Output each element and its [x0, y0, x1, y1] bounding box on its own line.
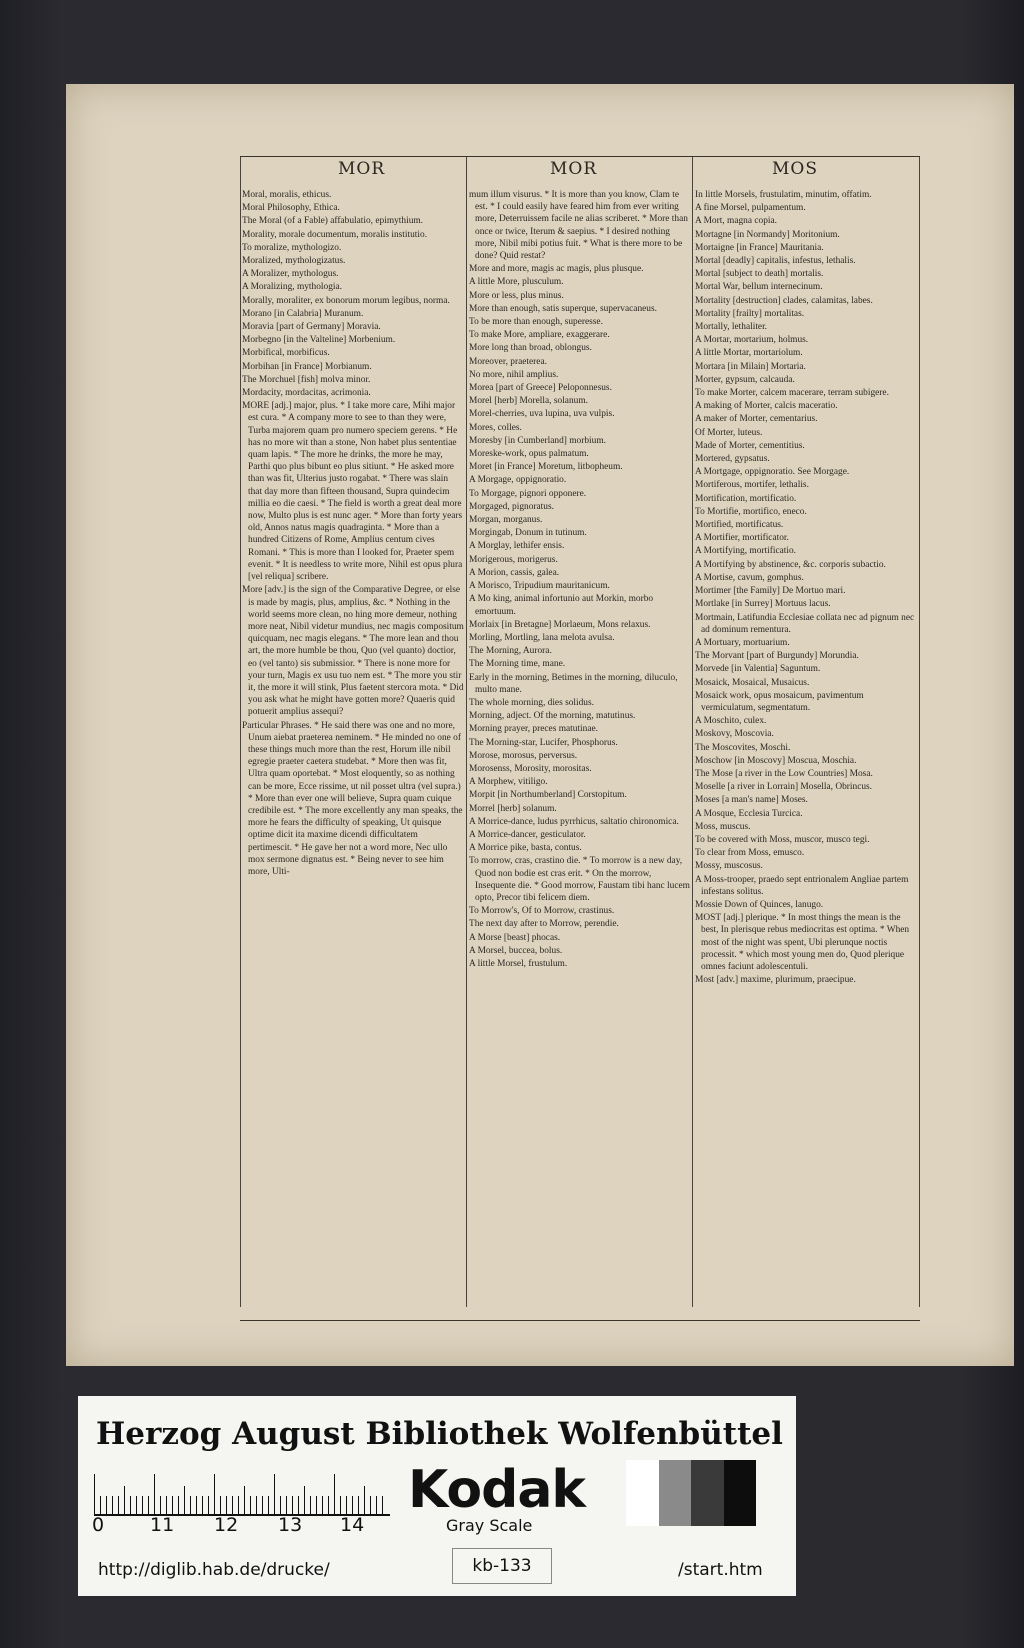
dictionary-entry: Mortality [frailty] mortalitas. [695, 308, 805, 319]
ruler-tick [178, 1496, 179, 1514]
dictionary-entry: A Morse [beast] phocas. [469, 932, 561, 943]
dictionary-entry: Mortally, lethaliter. [695, 322, 768, 333]
dictionary-entry: Mortimer [the Family] De Mortuo mari. [695, 586, 846, 597]
dictionary-entry: Mortara [in Milain] Mortaria. [695, 361, 806, 372]
dictionary-entry: Moret [in France] Moretum, litbopheum. [469, 462, 623, 473]
ruler-tick [190, 1496, 191, 1514]
ruler-tick [202, 1496, 203, 1514]
gray-patch-mid [659, 1460, 692, 1526]
column-rule [240, 157, 241, 1307]
dictionary-entry: Mores, colles. [469, 422, 522, 433]
ruler-tick [358, 1496, 359, 1514]
dictionary-entry: Of Morter, luteus. [695, 427, 763, 438]
dictionary-entry: Morality, morale documentum, moralis institutio. [242, 229, 428, 240]
dictionary-entry: Morgingab, Donum in tutinum. [469, 528, 587, 539]
dictionary-entry: Morning, adject. Of the morning, matutinus. [469, 711, 636, 722]
dictionary-entry: A little More, plusculum. [469, 277, 564, 288]
running-head-center: MOR [550, 159, 598, 179]
dictionary-entry: Morbifical, morbificus. [242, 348, 330, 359]
ruler-tick [196, 1496, 197, 1514]
dictionary-entry: Mosaick, Mosaical, Musaicus. [695, 677, 810, 688]
dictionary-entry: To make More, ampliare, exaggerare. [469, 330, 610, 341]
dictionary-entry: Particular Phrases. * He said there was one and no more, Unum aiebat praeterea neminem. * He minded no one of these things much more than the rest, Horum ille nibil egregie praeter caetera studebat. * More then was fit, Ultra quam oportebat. * Most eloquently, so as nothing can be more, Ecce rissime, ut nil posset ultra (vel supra.) * More than ever one will believe, Supra quam cuique credibile est. * The more excellently any man speaks, the more he fears the difficulty of speaking, Ut quisque optime dicit ita maxime dicendi difficultatem pertimescit. * He gave her not a word more, Nec ullo mox sermone dignatus est. * Being never to see him more, Ulti- [242, 720, 463, 877]
dictionary-entry: The whole morning, dies solidus. [469, 697, 594, 708]
dictionary-entry: Morel [herb] Morella, solanum. [469, 396, 588, 407]
dictionary-entry: A maker of Morter, cementarius. [695, 414, 818, 425]
ruler-number: 11 [150, 1514, 175, 1536]
dictionary-entry: A Morrice-dancer, gesticulator. [469, 829, 586, 840]
dictionary-entry: Mortification, mortificatio. [695, 493, 797, 504]
ruler-tick [262, 1496, 263, 1514]
dictionary-entry: Moralized, mythologizatus. [242, 256, 346, 267]
ruler-tick [214, 1474, 215, 1514]
shelfmark-code: kb-133 [452, 1548, 552, 1584]
dictionary-entry: A Mortifier, mortificator. [695, 533, 789, 544]
dictionary-entry: MORE [adj.] major, plus. * I take more care, Mihi major est cura. * A company more to see to than they were, Turba majorem quam pro numero speciem gerens. * He has no more wit than a stone, Non habet plus sententiae quam lapis. * The more he drinks, the more he may, Parthi quo plus bibunt eo plus sitiunt. * He asked more than was fit, Ulterius justo rogabat. * There was slain that day more than fifteen thousand, Supra quindecim millia eo die caesi. * The field is worth a great deal more now, Multo plus is est nunc ager. * More than forty years old, Annos natus magis quadraginta. * More than a hundred Citizens of Rome, Amplius centum cives Romani. * This is more than I looked for, Praeter spem evenit. * It is needless to write more, Nihil est opus plura [vel reliqua] scribere. [242, 401, 463, 583]
dictionary-entry: Morter, gypsum, calcauda. [695, 374, 795, 385]
dictionary-entry: Morel-cherries, uva lupina, uva vulpis. [469, 409, 615, 420]
dictionary-entry: Morose, morosus, perversus. [469, 750, 578, 761]
dictionary-entry: A Morisco, Tripudium mauritanicum. [469, 581, 610, 592]
dictionary-entry: Mortmain, Latifundia Ecclesiae collata nec ad pignum nec ad dominum rementura. [695, 612, 915, 635]
dictionary-entry: Mortered, gypsatus. [695, 454, 770, 465]
dictionary-entry: To Mortifie, mortifico, eneco. [695, 506, 807, 517]
dictionary-entry: Mortal [deadly] capitalis, infestus, lethalis. [695, 256, 856, 267]
dictionary-entry: Moschow [in Moscovy] Moscua, Moschia. [695, 755, 857, 766]
ruler-tick [226, 1496, 227, 1514]
dictionary-entry: Mossy, muscosus. [695, 861, 763, 872]
ruler-tick [160, 1496, 161, 1514]
dictionary-entry: Mossie Down of Quinces, lanugo. [695, 899, 824, 910]
ruler-tick [292, 1496, 293, 1514]
dictionary-entry: More than enough, satis superque, supervacaneus. [469, 303, 657, 314]
dictionary-entry: A little Morsel, frustulum. [469, 958, 568, 969]
dictionary-entry: Moselle [a river in Lorrain] Mosella, Obrincus. [695, 782, 873, 793]
ruler-tick [208, 1496, 209, 1514]
dictionary-entry: A Morrice pike, basta, contus. [469, 843, 582, 854]
ruler-tick [286, 1496, 287, 1514]
dictionary-entry: Mortiferous, mortifer, lethalis. [695, 480, 809, 491]
ruler-tick [376, 1496, 377, 1514]
dictionary-entry: A Mo king, animal infortunio aut Morkin, morbo emortuum. [469, 594, 654, 617]
dictionary-entry: Early in the morning, Betimes in the morning, diluculo, multo mane. [469, 672, 678, 695]
ruler-number: 14 [340, 1514, 365, 1536]
dictionary-entry: Mortality [destruction] clades, calamitas, labes. [695, 295, 873, 306]
ruler-tick [352, 1496, 353, 1514]
ruler-number: 12 [214, 1514, 239, 1536]
dictionary-entry: Morosenss, Morosity, morositas. [469, 763, 592, 774]
dictionary-entry: To be covered with Moss, muscor, musco tegi. [695, 834, 870, 845]
dictionary-entry: To moralize, mythologizo. [242, 242, 342, 253]
dictionary-entry: Mortal [subject to death] mortalis. [695, 269, 824, 280]
text-block [240, 156, 920, 1317]
ruler-tick [130, 1496, 131, 1514]
dictionary-entry: The Moscovites, Moschi. [695, 742, 791, 753]
dictionary-entry: A Mortar, mortarium, holmus. [695, 335, 809, 346]
library-name: Herzog August Bibliothek Wolfenbüttel [96, 1416, 783, 1452]
ruler-tick [106, 1496, 107, 1514]
dictionary-entry: More [adv.] is the sign of the Comparative Degree, or else is made by magis, plus, amplius, &c. * Nothing in the world seems more clean, no hing more demeur, nothing more neat, Nibil videtur mundius, nec magis compositum quicquam, nec magis elegans. * The more lean and thou art, the more humble be thou, Quo (vel quanto) doctior, eo (vel tanto) sis submissior. * There is none more for your turn, Magis ex usu tuo nem est. * The more you stir it, the more it will stink, Plus faetent stercora mota. * Did you ask what he might have gotten more? Quaeris quid potuerit amplius assequi? [242, 585, 464, 718]
ruler-tick [304, 1486, 305, 1514]
kodak-logo: Kodak [408, 1460, 585, 1520]
dictionary-entry: The Morning, Aurora. [469, 646, 552, 657]
dictionary-entry: Mortaigne [in France] Mauritania. [695, 242, 824, 253]
dictionary-entry: A Morgage, oppignoratio. [469, 475, 567, 486]
dictionary-entry: MOST [adj.] plerique. * In most things the mean is the best, In plerisque rebus mediocritas est optima. * When most of the night was spent, Ubi plerunque noctis processit. * which most young men do, Quod plerique omnes faciunt adolescentuli. [695, 913, 910, 972]
dictionary-entry: More and more, magis ac magis, plus plusque. [469, 264, 644, 275]
ruler-tick [340, 1496, 341, 1514]
ruler-tick [274, 1474, 275, 1514]
ruler-tick [220, 1496, 221, 1514]
dictionary-entry: Moreover, praeterea. [469, 356, 547, 367]
dictionary-entry: The next day after to Morrow, perendie. [469, 919, 619, 930]
dictionary-entry: Morvede [in Valentia] Saguntum. [695, 664, 821, 675]
dictionary-entry: Mortal War, bellum internecinum. [695, 282, 823, 293]
dictionary-entry: The Moral (of a Fable) affabulatio, epimythium. [242, 216, 424, 227]
dictionary-entry: A Mosque, Ecclesia Turcica. [695, 808, 803, 819]
dictionary-entry: Mortlake [in Surrey] Mortuus lacus. [695, 599, 831, 610]
column-rule [466, 157, 467, 1307]
dictionary-entry: Morpit [in Northumberland] Corstopitum. [469, 790, 627, 801]
ruler-tick [232, 1496, 233, 1514]
gray-scale-patches [626, 1460, 756, 1526]
dictionary-entry: Morning prayer, preces matutinae. [469, 724, 599, 735]
dictionary-entry: A Moschito, culex. [695, 716, 767, 727]
measurement-ruler [94, 1474, 390, 1516]
running-head-right: MOS [772, 159, 818, 179]
dictionary-entry: A Morion, cassis, galea. [469, 567, 560, 578]
dictionary-entry: To morrow, cras, crastino die. * To morrow is a new day, Quod non bodie est cras erit. * On the morrow, Insequente die. * Good morrow, Faustam tibi hanc lucem opto, Precor tibi felicem diem. [469, 856, 690, 903]
dictionary-page [66, 84, 1014, 1366]
ruler-tick [100, 1496, 101, 1514]
ruler-tick [364, 1486, 365, 1514]
dictionary-entry: To clear from Moss, emusco. [695, 848, 805, 859]
dictionary-entry: Moral Philosophy, Ethica. [242, 203, 340, 214]
dictionary-entry: A fine Morsel, pulpamentum. [695, 203, 806, 214]
ruler-tick [382, 1496, 383, 1514]
ruler-tick [124, 1486, 125, 1514]
dictionary-entry: The Morvant [part of Burgundy] Morundia. [695, 651, 859, 662]
ruler-tick [316, 1496, 317, 1514]
ruler-tick [244, 1486, 245, 1514]
ruler-tick [250, 1496, 251, 1514]
dictionary-entry: The Morchuel [fish] molva minor. [242, 374, 371, 385]
dictionary-entry: The Morning time, mane. [469, 659, 566, 670]
gray-patch-white [626, 1460, 659, 1526]
dictionary-entry: Morea [part of Greece] Peloponnesus. [469, 383, 612, 394]
ruler-tick [328, 1496, 329, 1514]
dictionary-entry: A Mort, magna copia. [695, 216, 778, 227]
gray-scale-label: Gray Scale [446, 1516, 533, 1535]
ruler-tick [238, 1496, 239, 1514]
entry-column-3 [695, 189, 917, 1297]
ruler-tick [94, 1474, 95, 1514]
dictionary-entry: Morally, moraliter, ex bonorum morum legibus, norma. [242, 295, 450, 306]
dictionary-entry: A Morrice-dance, ludus pyrrhicus, saltatio chironomica. [469, 816, 679, 827]
column-rule [919, 157, 920, 1307]
dictionary-entry: The Mose [a river in the Low Countries] Mosa. [695, 768, 873, 779]
ruler-tick [256, 1496, 257, 1514]
gray-patch-black [724, 1460, 757, 1526]
dictionary-entry: mum illum visurus. * It is more than you know, Clam te est. * I could easily have feared him from ever writing more, Deterruissem facile ne alias scriberet. * More than once or twice, Iterum & saepius. * I desired nothing more, Nibil mibi potius fuit. * What is there more to be done? Quid restat? [469, 190, 688, 262]
dictionary-entry: A making of Morter, calcis maceratio. [695, 401, 838, 412]
dictionary-entry: Morrel [herb] solanum. [469, 803, 557, 814]
column-rule [692, 157, 693, 1307]
dictionary-entry: A little Mortar, mortariolum. [695, 348, 803, 359]
ruler-tick [334, 1474, 335, 1514]
dictionary-entry: No more, nihil amplius. [469, 369, 559, 380]
dictionary-entry: Moral, moralis, ethicus. [242, 190, 332, 200]
ruler-tick [154, 1474, 155, 1514]
running-head-left: MOR [338, 159, 386, 179]
dictionary-entry: A Moralizer, mythologus. [242, 269, 339, 280]
ruler-tick [322, 1496, 323, 1514]
dictionary-entry: Mortified, mortificatus. [695, 520, 784, 531]
dictionary-entry: Morbihan [in France] Morbianum. [242, 361, 372, 372]
ruler-tick [370, 1496, 371, 1514]
dictionary-entry: Most [adv.] maxime, plurimum, praecipue. [695, 975, 856, 986]
url-base: http://diglib.hab.de/drucke/ [98, 1560, 330, 1580]
dictionary-entry: Morano [in Calabria] Muranum. [242, 308, 364, 319]
dictionary-entry: Made of Morter, cementitius. [695, 440, 805, 451]
dictionary-entry: A Mortise, cavum, gomphus. [695, 572, 804, 583]
dictionary-entry: To Morgage, pignori opponere. [469, 488, 587, 499]
dictionary-entry: Mortagne [in Normandy] Moritonium. [695, 229, 840, 240]
dictionary-entry: Mosaick work, opus mosaicum, pavimentum vermiculatum, segmentatum. [695, 690, 864, 713]
digitization-target-card [78, 1396, 796, 1596]
entry-column-1 [242, 189, 464, 1297]
dictionary-entry: Morbegno [in the Valteline] Morbenium. [242, 335, 396, 346]
ruler-tick [166, 1496, 167, 1514]
dictionary-entry: A Morsel, buccea, bolus. [469, 945, 563, 956]
dictionary-entry: In little Morsels, frustulatim, minutim, offatim. [695, 190, 872, 200]
dictionary-entry: Morling, Mortling, lana melota avulsa. [469, 632, 615, 643]
url-suffix: /start.htm [678, 1560, 763, 1580]
dictionary-entry: Moskovy, Moscovia. [695, 729, 774, 740]
ruler-tick [184, 1486, 185, 1514]
dictionary-entry: More or less, plus minus. [469, 290, 564, 301]
dictionary-entry: Moresby [in Cumberland] morbium. [469, 435, 606, 446]
dictionary-entry: Moravia [part of Germany] Moravia. [242, 322, 381, 333]
dictionary-entry: A Mortgage, oppignoratio. See Morgage. [695, 467, 850, 478]
ruler-tick [112, 1496, 113, 1514]
dictionary-entry: Morigerous, morigerus. [469, 554, 558, 565]
gray-patch-dark [691, 1460, 724, 1526]
dictionary-entry: To Morrow's, Of to Morrow, crastinus. [469, 906, 615, 917]
dictionary-entry: A Moralizing, mythologia. [242, 282, 342, 293]
dictionary-entry: Moses [a man's name] Moses. [695, 795, 808, 806]
dictionary-entry: Mordacity, mordacitas, acrimonia. [242, 388, 371, 399]
dictionary-entry: Morlaix [in Bretagne] Morlaeum, Mons relaxus. [469, 619, 651, 630]
ruler-tick [298, 1496, 299, 1514]
dictionary-entry: To be more than enough, superesse. [469, 317, 603, 328]
dictionary-entry: Moreske-work, opus palmatum. [469, 449, 589, 460]
ruler-tick [268, 1496, 269, 1514]
ruler-tick [118, 1496, 119, 1514]
dictionary-entry: A Mortifying by abstinence, &c. corporis subactio. [695, 559, 886, 570]
dictionary-entry: A Morphew, vitiligo. [469, 777, 548, 788]
dictionary-entry: A Morglay, lethifer ensis. [469, 541, 565, 552]
ruler-tick [280, 1496, 281, 1514]
ruler-tick [310, 1496, 311, 1514]
dictionary-entry: Morgaged, pignoratus. [469, 501, 554, 512]
dictionary-entry: A Mortifying, mortificatio. [695, 546, 797, 557]
dictionary-entry: To make Morter, calcem macerare, terram subigere. [695, 388, 889, 399]
dictionary-entry: The Morning-star, Lucifer, Phosphorus. [469, 737, 618, 748]
bottom-rule [240, 1320, 920, 1321]
ruler-tick [172, 1496, 173, 1514]
dictionary-entry: More long than broad, oblongus. [469, 343, 592, 354]
entry-column-2 [469, 189, 691, 1297]
dictionary-entry: Moss, muscus. [695, 821, 751, 832]
ruler-number: 0 [92, 1514, 105, 1536]
dictionary-entry: A Mortuary, mortuarium. [695, 637, 790, 648]
ruler-tick [136, 1496, 137, 1514]
dictionary-entry: A Moss-trooper, praedo sept entrionalem Angliae partem infestans solitus. [695, 874, 909, 897]
ruler-tick [148, 1496, 149, 1514]
dictionary-entry: Morgan, morganus. [469, 515, 543, 526]
ruler-tick [346, 1496, 347, 1514]
ruler-number: 13 [278, 1514, 303, 1536]
ruler-tick [142, 1496, 143, 1514]
